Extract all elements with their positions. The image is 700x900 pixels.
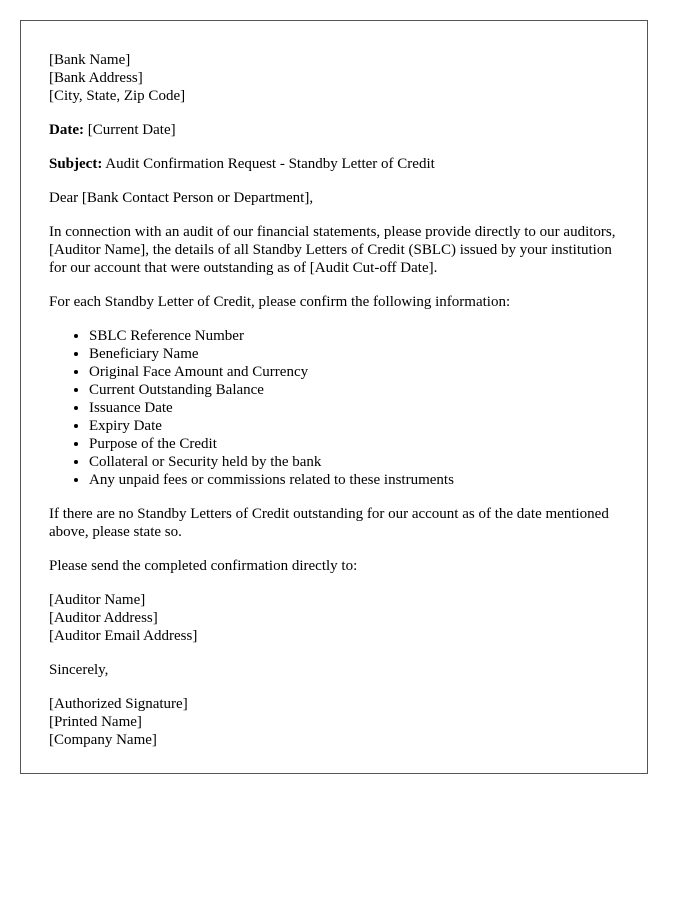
list-item: • Expiry Date [89,417,621,435]
intro-paragraph: In connection with an audit of our financial statements, please provide directly to our auditors, [Auditor Name], the details of all Standby Letters of Credit (SBLC) issued by your institution for our account that were outstanding as of [Audit Cut-off Date]. [49,224,616,276]
send-to-line: Please send the completed confirmation directly to: [49,558,358,574]
bank-city-state-zip: [City, State, Zip Code] [49,88,186,104]
auditor-email: [Auditor Email Address] [49,628,198,644]
subject-line [49,155,621,173]
auditor-address-block [49,591,621,645]
list-item: • Any unpaid fees or commissions related to these instruments [89,471,621,489]
date-label: Date: [49,122,84,138]
list-item: • Purpose of the Credit [89,435,621,453]
list-item: • Original Face Amount and Currency [89,363,621,381]
letter-body [49,51,621,749]
auditor-address: [Auditor Address] [49,610,158,626]
information-list [49,327,621,489]
no-sblc-note: If there are no Standby Letters of Credit outstanding for our account as of the date mentioned above, please state so. [49,506,609,540]
date-line [49,121,621,139]
auditor-name: [Auditor Name] [49,592,146,608]
authorized-signature: [Authorized Signature] [49,696,188,712]
list-intro: For each Standby Letter of Credit, please confirm the following information: [49,294,511,310]
printed-name: [Printed Name] [49,714,142,730]
closing: Sincerely, [49,662,109,678]
bank-address: [Bank Address] [49,70,143,86]
date-value: [Current Date] [87,122,176,138]
list-item: • Issuance Date [89,399,621,417]
list-item: • Beneficiary Name [89,345,621,363]
bank-address-block [49,51,621,105]
company-name: [Company Name] [49,732,157,748]
signature-block [49,695,621,749]
list-item: • Collateral or Security held by the bank [89,453,621,471]
list-item: • Current Outstanding Balance [89,381,621,399]
letter-document [20,20,648,774]
subject-value: Audit Confirmation Request - Standby Letter of Credit [105,156,435,172]
bank-name: [Bank Name] [49,52,131,68]
salutation: Dear [Bank Contact Person or Department], [49,190,314,206]
subject-label: Subject: [49,156,103,172]
list-item: • SBLC Reference Number [89,327,621,345]
